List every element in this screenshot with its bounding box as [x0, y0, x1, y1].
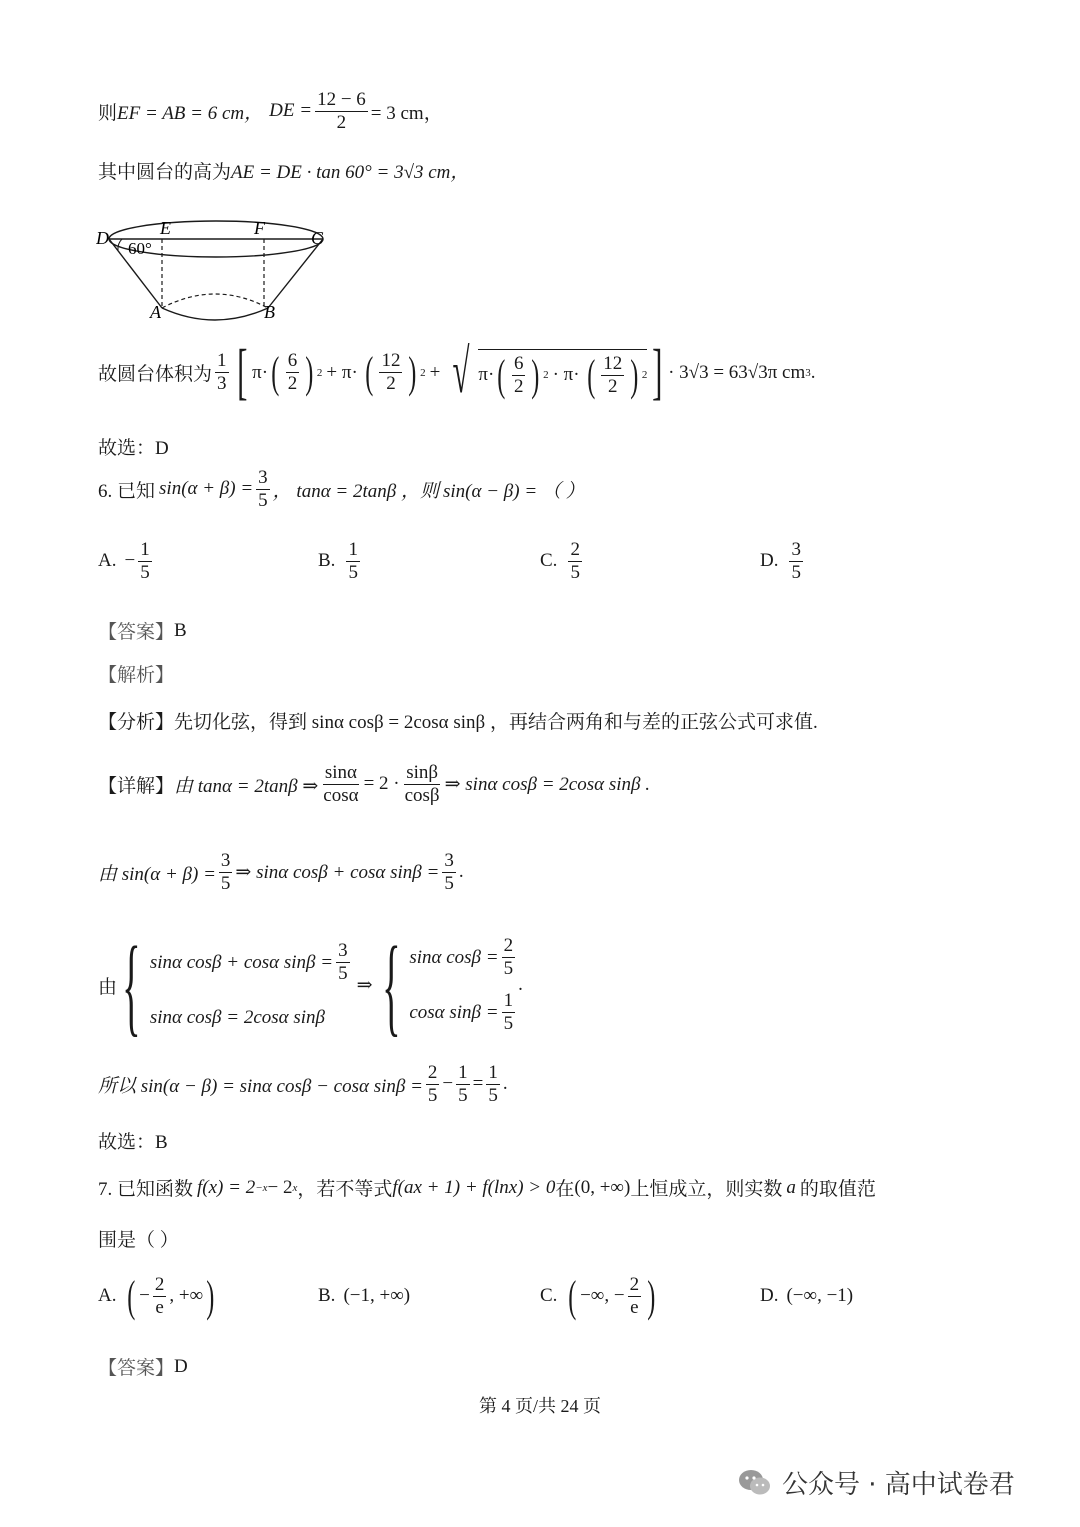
text: 故圆台体积为: [98, 364, 213, 386]
watermark: [738, 1464, 1015, 1501]
line-volume: 故圆台体积为 1 3 [ π· ( 6 2 ) 2 + π· ( 12 2 ) 2 + √ π· ( 6 2 ) 2 · π· ( 12 2 ) 2 ] · 3√3 = 63√3π cm 3 .: [98, 338, 816, 406]
text: 则: [98, 102, 118, 124]
q7-option-b[interactable]: B. (−1, +∞): [318, 1285, 411, 1306]
math-ef: EF = AB = 6 cm，: [117, 102, 264, 124]
q6-option-b[interactable]: B. 1 5: [318, 539, 358, 583]
q6-answer: 【答案】 B: [98, 619, 187, 643]
sqrt-sign: √: [452, 338, 470, 406]
math-tail: · 3√3 = 63√3π cm: [668, 361, 806, 383]
line-height: [98, 157, 469, 184]
superscript: 3: [805, 366, 811, 379]
q6-option-a[interactable]: A. − $\frac{1}{5}$: [98, 539, 150, 583]
watermark-text: 公众号 · 高中试卷君: [782, 1470, 1015, 1500]
wechat-icon: [738, 1468, 772, 1498]
math-result: = 3 cm，: [370, 102, 443, 124]
text: 6. 已知: [98, 480, 156, 502]
q6-analysis-tag: 【解析】: [98, 665, 175, 686]
q6-system: 由 { sinα cosβ + cosα sinβ = $\frac{3}{5}$ sinα cosβ = 2cosα sinβ ⇒ { sinα cosβ = $\frac{2}{5}$ cosα sinβ = $\frac{1}{5}$ .: [98, 924, 523, 1046]
text: 其中圆台的高为: [98, 162, 232, 183]
q7-stem: 7. 已知函数 f(x) = 2 −x − 2 x ，若不等式 f(ax + 1) + f(lnx) > 0 在 (0, +∞) 上恒成立，则实数 a 的取值范: [98, 1176, 876, 1200]
label-c: C: [311, 228, 324, 248]
page-footer: 第 4 页/共 24 页: [478, 1396, 601, 1416]
q6-fenxi: 【分析】 先切化弦，得到 sinα cosβ = 2cosα sinβ ，再结合两角和与差的正弦公式可求值.: [98, 712, 818, 733]
fraction: [315, 90, 368, 133]
q7-stem-line2: 围是（ ）: [98, 1230, 179, 1251]
bracket-right: ]: [652, 338, 663, 406]
q6-stem: [98, 468, 585, 511]
frustum-figure: [96, 214, 336, 326]
choice-d: 故选：D: [98, 438, 169, 459]
q6-final: 所以 sin(α − β) = sinα cosβ − cosα sinβ = $\frac{2}{5}$ − $\frac{1}{5}$ = $\frac{1}{5}$ .: [98, 1062, 508, 1106]
label-f: F: [254, 218, 265, 238]
label-a: A: [150, 302, 161, 322]
line-ef-de: [98, 90, 443, 133]
q7-option-d[interactable]: D. (−∞, −1): [760, 1285, 854, 1306]
numerator: 12 − 6: [317, 89, 366, 110]
fraction-one-third: 1 3: [217, 350, 227, 395]
q7-option-c[interactable]: C. ( −∞, − $\frac{2}{e}$ ): [540, 1271, 656, 1321]
label-angle: 60°: [128, 239, 152, 258]
label-e: E: [160, 218, 171, 238]
denominator: 2: [336, 111, 347, 133]
bracket-left: [: [236, 338, 248, 406]
math: sin(α − β) = （ ）: [443, 480, 585, 502]
q6-option-c[interactable]: C. 2 5: [540, 539, 580, 583]
fraction: $\frac{3}{5}$: [258, 467, 268, 511]
q7-option-a[interactable]: A. ( − 2 e , +∞ ): [98, 1271, 215, 1321]
math: ， tanα = 2tanβ ，则: [272, 480, 439, 502]
pi: π·: [252, 361, 269, 383]
math-de: DE =: [269, 100, 313, 122]
q6-step2: 由 sin(α + β) = $\frac{3}{5}$ ⇒ sinα cosβ + cosα sinβ = $\frac{3}{5}$ .: [98, 850, 464, 894]
q6-option-d[interactable]: D. 3 5: [760, 539, 801, 583]
q6-choose: 故选：B: [98, 1132, 168, 1153]
math: sin(α + β) =: [159, 478, 254, 500]
math: AE = DE · tan 60° = 3√3 cm，: [231, 162, 470, 183]
label-b: B: [264, 302, 275, 322]
q7-answer: 【答案】 D: [98, 1355, 188, 1379]
q6-detail: 【详解】 由 tanα = 2tanβ ⇒ $\frac{\sin\alpha}{\cos\alpha}$ = 2 · sinβ cosβ ⇒ sinα cosβ = 2cosα sinβ .: [98, 762, 650, 806]
label-d: D: [96, 228, 109, 248]
